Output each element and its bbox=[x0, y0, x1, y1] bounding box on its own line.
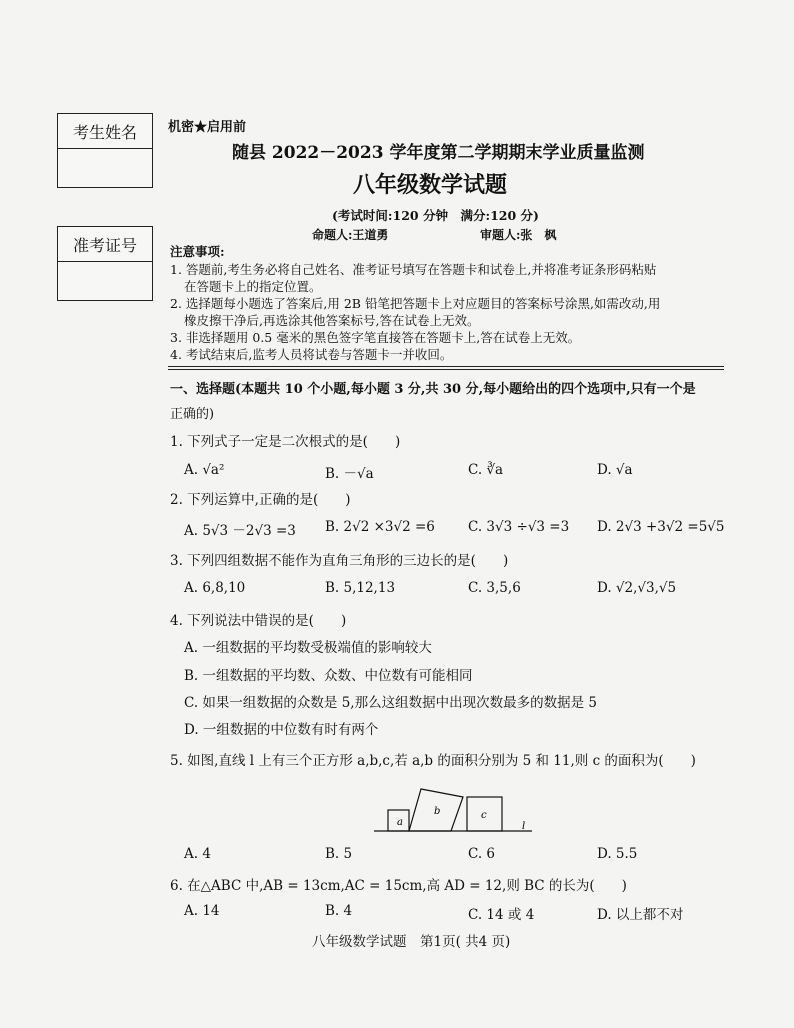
q3-option-b: B. 5,12,13 bbox=[325, 580, 396, 596]
q2-option-c: C. 3√3 ÷√3 =3 bbox=[468, 519, 570, 535]
note-line: 4. 考试结束后,监考人员将试卷与答题卡一并收回。 bbox=[170, 347, 453, 362]
setter: 命题人:王道勇 bbox=[312, 228, 389, 242]
q4-option-b: B. 一组数据的平均数、众数、中位数有可能相同 bbox=[184, 668, 473, 684]
student-name-field bbox=[58, 149, 152, 187]
note-line: 在答题卡上的指定位置。 bbox=[184, 279, 322, 294]
note-line: 3. 非选择题用 0.5 毫米的黑色签字笔直接答在答题卡上,答在试卷上无效。 bbox=[170, 330, 581, 345]
note-line: 橡皮擦干净后,再选涂其他答案标号,答在试卷上无效。 bbox=[184, 313, 480, 328]
note-line: 2. 选择题每小题选了答案后,用 2B 铅笔把答题卡上对应题目的答案标号涂黑,如需改动,用 bbox=[170, 296, 661, 311]
question-1: 1. 下列式子一定是二次根式的是( ) bbox=[170, 434, 401, 450]
exam-info: (考试时间:120 分钟 满分:120 分) bbox=[332, 208, 539, 223]
exam-title: 随县 2022－2023 学年度第二学期期末学业质量监测 bbox=[232, 143, 645, 163]
q1-option-b: B. －√a bbox=[325, 466, 374, 482]
q5-option-a: A. 4 bbox=[184, 846, 211, 862]
exam-id-field bbox=[58, 262, 152, 300]
q6-option-c: C. 14 或 4 bbox=[468, 907, 535, 923]
q5-option-c: C. 6 bbox=[468, 846, 496, 862]
q6-option-b: B. 4 bbox=[325, 903, 353, 919]
divider bbox=[168, 366, 724, 367]
q4-option-d: D. 一组数据的中位数有时有两个 bbox=[184, 722, 379, 738]
question-6: 6. 在△ABC 中,AB = 13cm,AC = 15cm,高 AD = 12,则 BC 的长为( ) bbox=[170, 878, 627, 894]
label-b: b bbox=[434, 806, 441, 817]
label-c: c bbox=[481, 810, 487, 821]
student-name-box bbox=[57, 113, 153, 188]
label-a: a bbox=[397, 817, 403, 828]
exam-id-box bbox=[57, 226, 153, 301]
section-heading-cont: 正确的) bbox=[170, 407, 215, 422]
squares-figure bbox=[370, 778, 540, 838]
q2-option-a: A. 5√3 －2√3 =3 bbox=[184, 523, 296, 539]
q6-option-a: A. 14 bbox=[184, 903, 220, 919]
q1-option-a: A. √a² bbox=[184, 462, 225, 478]
note-line: 1. 答题前,考生务必将自己姓名、准考证号填写在答题卡和试卷上,并将准考证条形码粘贴 bbox=[170, 262, 657, 277]
question-2: 2. 下列运算中,正确的是( ) bbox=[170, 492, 351, 508]
q4-option-c: C. 如果一组数据的众数是 5,那么这组数据中出现次数最多的数据是 5 bbox=[184, 695, 597, 711]
q1-option-c: C. ∛a bbox=[468, 462, 504, 478]
reviewer: 审题人:张 枫 bbox=[480, 228, 557, 242]
q3-option-d: D. √2,√3,√5 bbox=[597, 580, 677, 596]
section-heading: 一、选择题(本题共 10 个小题,每小题 3 分,共 30 分,每小题给出的四个选项中,只有一个是 bbox=[170, 382, 696, 397]
label-l: l bbox=[522, 821, 526, 832]
exam-id-label: 准考证号 bbox=[58, 227, 152, 262]
question-5: 5. 如图,直线 l 上有三个正方形 a,b,c,若 a,b 的面积分别为 5 和 11,则 c 的面积为( ) bbox=[170, 753, 696, 769]
q3-option-c: C. 3,5,6 bbox=[468, 580, 521, 596]
subject-title: 八年级数学试题 bbox=[353, 172, 508, 198]
q2-option-b: B. 2√2 ×3√2 =6 bbox=[325, 519, 435, 535]
q5-option-d: D. 5.5 bbox=[597, 846, 638, 862]
secret-mark: 机密★启用前 bbox=[168, 120, 247, 135]
q3-option-a: A. 6,8,10 bbox=[184, 580, 246, 596]
q2-option-d: D. 2√3 +3√2 =5√5 bbox=[597, 519, 725, 535]
page-footer: 八年级数学试题 第1页( 共4 页) bbox=[312, 934, 511, 950]
divider bbox=[168, 369, 724, 370]
question-3: 3. 下列四组数据不能作为直角三角形的三边长的是( ) bbox=[170, 553, 509, 569]
notes-heading: 注意事项: bbox=[170, 244, 225, 259]
q5-option-b: B. 5 bbox=[325, 846, 353, 862]
q4-option-a: A. 一组数据的平均数受极端值的影响较大 bbox=[184, 640, 432, 656]
question-4: 4. 下列说法中错误的是( ) bbox=[170, 613, 347, 629]
student-name-label: 考生姓名 bbox=[58, 114, 152, 149]
q6-option-d: D. 以上都不对 bbox=[597, 907, 684, 923]
q1-option-d: D. √a bbox=[597, 462, 633, 478]
